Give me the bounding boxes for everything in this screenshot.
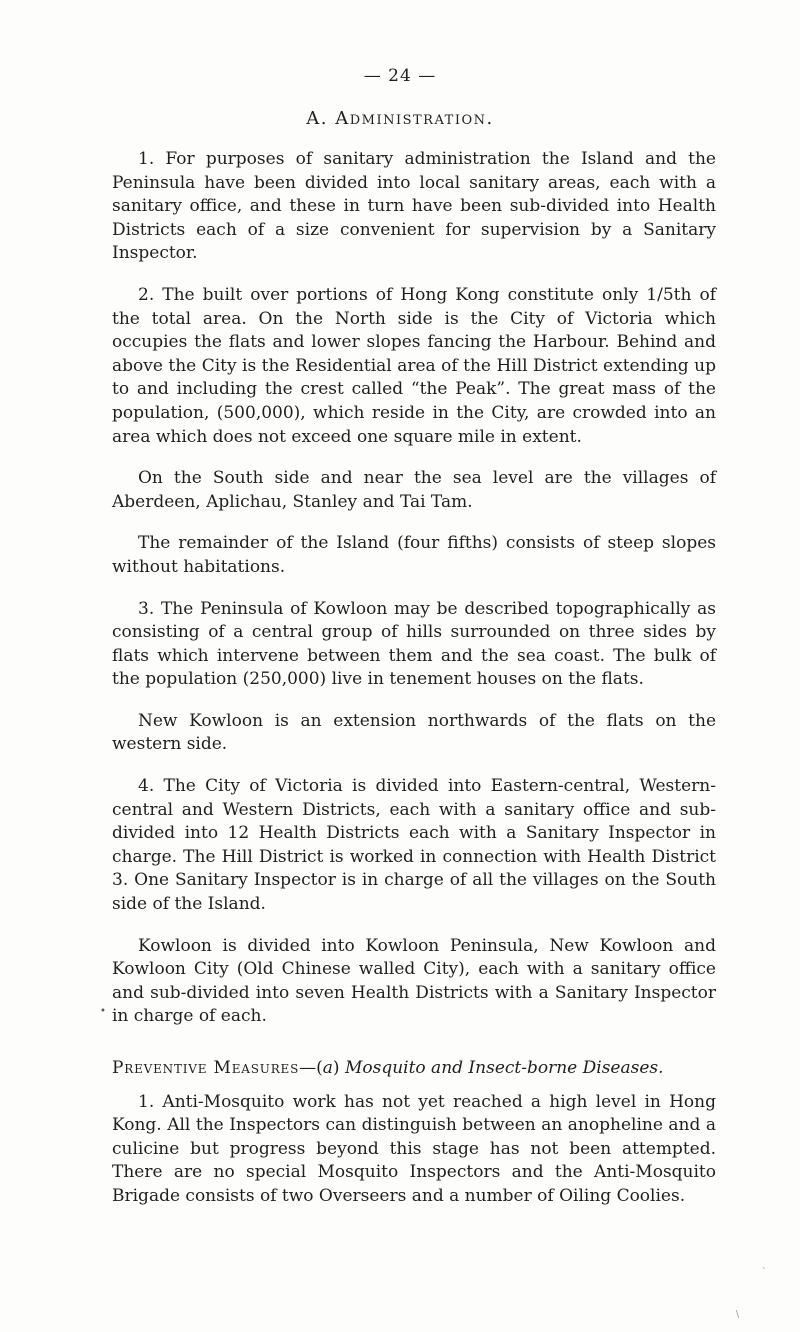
heading-caps: Preventive Measures [112,1058,300,1078]
paragraph-4: The remainder of the Island (four fifths) consists of steep slopes without habitations. [112,533,716,577]
paragraph-9: 1. Anti-Mosquito work has not yet reached a high level in Hong Kong. All the Inspectors can distinguish between an anopheline and a culicine but progress beyond this stage has not been attempted. There are no special Mosquito Inspectors and the Anti-Mosquito Brigade consists of two Overseers and a number of Oiling Coolies. [112,1091,716,1206]
paragraph-1: 1. For purposes of sanitary administration the Island and the Peninsula have been divided into local sanitary areas, each with a sanitary office, and these in turn have been sub-divided into Health Districts each of a size convenient for supervision by a Sanitary Inspector. [112,149,716,264]
preventive-measures-heading [112,1057,716,1081]
paragraph-3: On the South side and near the sea level are the villages of Aberdeen, Aplichau, Stanley and Tai Tam. [112,468,716,512]
margin-bullet-mark: • [100,1006,106,1017]
paragraph-5: 3. The Peninsula of Kowloon may be described topographically as consisting of a central group of hills surrounded on three sides by flats which intervene between them and the sea coast. The bulk of the population (250,000) live in tenement houses on the flats. [112,598,716,690]
paragraph-2: 2. The built over portions of Hong Kong constitute only 1/5th of the total area. On the North side is the City of Victoria which occupies the flats and lower slopes fancing the Harbour. Behind and above the City is the Residential area of the Hill District extending up to and including the crest called “the Peak”. The great mass of the population, (500,000), which reside in the City, are crowded into an area which does not exceed one square mile in extent. [112,284,716,447]
heading-letter: a [322,1058,333,1078]
paragraph-7: 4. The City of Victoria is divided into Eastern-central, Western-central and Western Districts, each with a sanitary office and sub-divided into 12 Health Districts each with a Sanitary Inspector in charge. The Hill District is worked in connection with Health District 3. One Sanitary Inspector is in charge of all the villages on the South side of the Island. [112,776,716,915]
scan-speck-a: ` [762,1268,767,1278]
document-body [112,148,716,1227]
section-title: A. Administration. [306,108,494,129]
heading-dash: —( [299,1058,323,1078]
paragraph-6: New Kowloon is an extension northwards of the flats on the western side. [112,710,716,755]
page-number: — 24 — [363,66,437,86]
paragraph-8: Kowloon is divided into Kowloon Peninsula, New Kowloon and Kowloon City (Old Chinese walled City), each with a sanitary office and sub-divided into seven Health Districts with a Sanitary Inspector in charge of each. [112,935,716,1027]
heading-italic: Mosquito and Insect-borne Diseases. [344,1058,664,1078]
scan-speck-b: \ [736,1310,740,1320]
heading-close: ) [332,1058,345,1078]
